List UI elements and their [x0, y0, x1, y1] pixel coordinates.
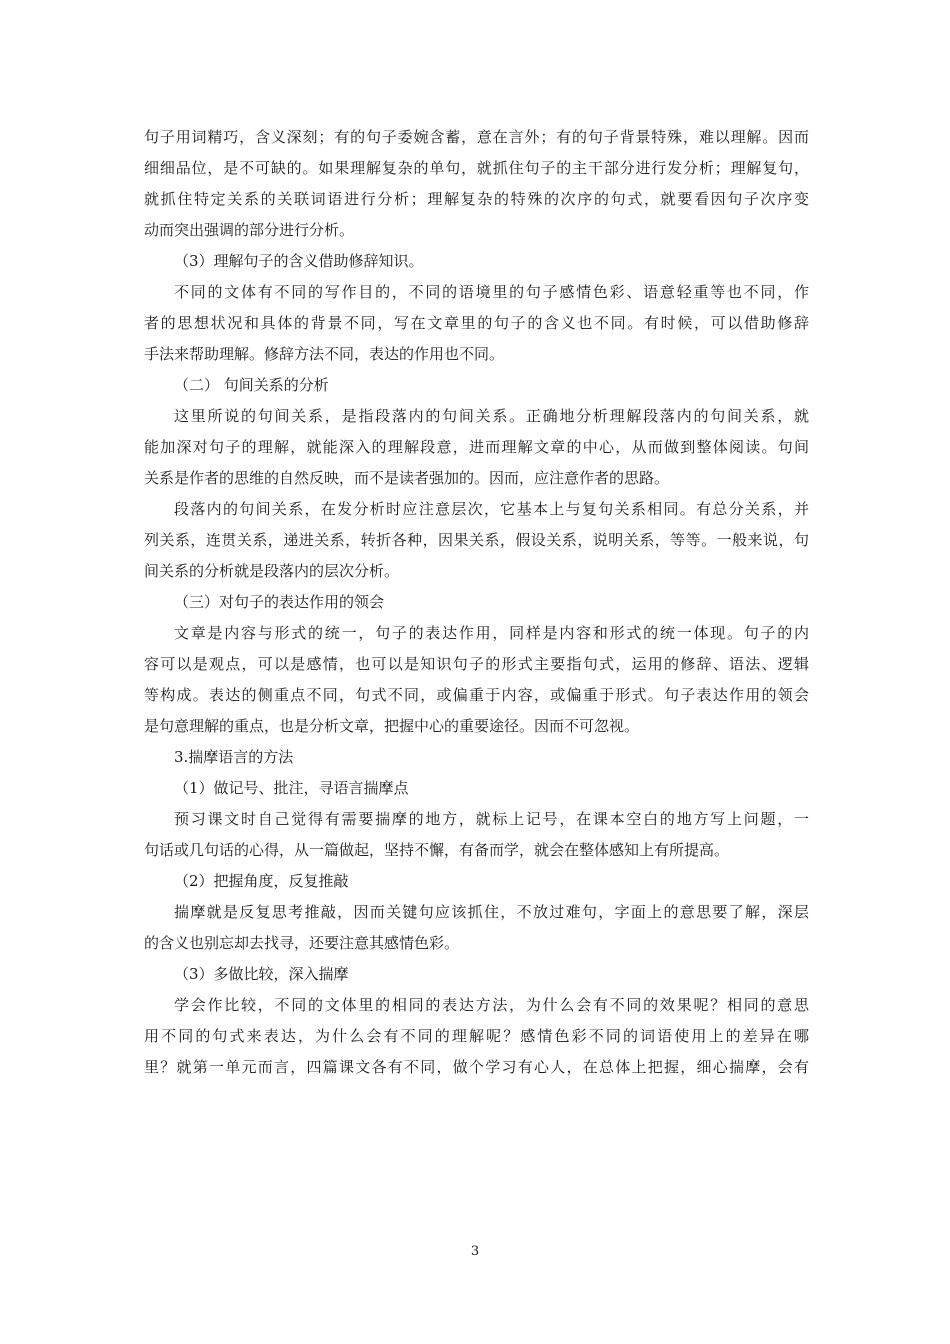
text-line: 段落内的句间关系，在发分析时应注意层次，它基本上与复句关系相同。有总分关系，并 — [174, 500, 809, 518]
text-line: （2）把握角度，反复推敲 — [174, 872, 349, 890]
text-line: 列关系，连贯关系，递进关系，转折各种，因果关系，假设关系，说明关系，等等。一般来说，句 — [144, 531, 809, 549]
section-heading — [144, 742, 809, 773]
text-line: 句子用词精巧，含义深刻；有的句子委婉含蓄，意在言外；有的句子背景特殊，难以理解。因而 — [144, 128, 809, 146]
text-line: 间关系的分析就是段落内的层次分析。 — [144, 562, 400, 580]
text-line: 用不同的句式来表达，为什么会有不同的理解呢？感情色彩不同的词语使用上的差异在哪 — [144, 1027, 809, 1045]
section-heading — [144, 959, 809, 990]
section-heading — [144, 773, 809, 804]
text-line: 容可以是观点，可以是感情，也可以是知识句子的形式主要指句式，运用的修辞、语法、逻辑 — [144, 655, 809, 673]
text-line: （三）对句子的表达作用的领会 — [174, 593, 385, 611]
text-line: 这里所说的句间关系，是指段落内的句间关系。正确地分析理解段落内的句间关系，就 — [174, 407, 809, 425]
text-line: 揣摩就是反复思考推敲，因而关键句应该抓住，不放过难句，字面上的意思要了解，深层 — [174, 903, 809, 921]
text-line: 里？就第一单元而言，四篇课文各有不同，做个学习有心人，在总体上把握，细心揣摩，会有 — [144, 1058, 809, 1076]
text-line: （3）多做比较，深入揣摩 — [174, 965, 349, 983]
text-line: 学会作比较，不同的文体里的相同的表达方法，为什么会有不同的效果呢？相同的意思 — [174, 996, 809, 1014]
text-line: 的含义也别忘却去找寻，还要注意其感情色彩。 — [144, 934, 460, 952]
text-line: （1）做记号、批注，寻语言揣摩点 — [174, 779, 409, 797]
text-line: 就抓住特定关系的关联词语进行分析；理解复杂的特殊的次序的句式，就要看因句子次序变 — [144, 190, 809, 208]
paragraph — [144, 804, 809, 866]
text-line: 等构成。表达的侧重点不同，句式不同，或偏重于内容，或偏重于形式。句子表达作用的领会 — [144, 686, 809, 704]
text-line: 句话或几句话的心得，从一篇做起，坚持不懈，有备而学，就会在整体感知上有所提高。 — [144, 841, 730, 859]
section-heading — [144, 246, 809, 277]
text-line: 动而突出强调的部分进行分析。 — [144, 221, 355, 239]
text-line: 细细品位，是不可缺的。如果理解复杂的单句，就抓住句子的主干部分进行发分析；理解复句， — [144, 159, 809, 177]
paragraph — [144, 494, 809, 587]
text-line: 关系是作者的思维的自然反映，而不是读者强加的。因而，应注意作者的思路。 — [144, 469, 670, 487]
text-line: 预习课文时自己觉得有需要揣摩的地方，就标上记号，在课本空白的地方写上问题，一 — [174, 810, 809, 828]
text-line: （3）理解句子的含义借助修辞知识。 — [174, 252, 424, 270]
section-heading — [144, 866, 809, 897]
text-line: 不同的文体有不同的写作目的，不同的语境里的句子感情色彩、语意轻重等也不同，作 — [174, 283, 809, 301]
text-line: 者的思想状况和具体的背景不同，写在文章里的句子的含义也不同。有时候，可以借助修辞 — [144, 314, 809, 332]
text-line: 文章是内容与形式的统一，句子的表达作用，同样是内容和形式的统一体现。句子的内 — [174, 624, 809, 642]
section-heading — [144, 587, 809, 618]
section-heading — [144, 370, 809, 401]
text-line: 能加深对句子的理解，就能深入的理解段意，进而理解文章的中心，从而做到整体阅读。句间 — [144, 438, 809, 456]
paragraph — [144, 277, 809, 370]
paragraph — [144, 618, 809, 742]
body-text — [144, 122, 809, 1083]
page-number: 3 — [470, 1244, 480, 1259]
paragraph — [144, 401, 809, 494]
paragraph — [144, 122, 809, 246]
text-line: 3.揣摩语言的方法 — [174, 748, 294, 766]
text-line: 是句意理解的重点，也是分析文章，把握中心的重要途径。因而不可忽视。 — [144, 717, 640, 735]
text-line: （二） 句间关系的分析 — [174, 376, 329, 394]
paragraph — [144, 897, 809, 959]
text-line: 手法来帮助理解。修辞方法不同，表达的作用也不同。 — [144, 345, 505, 363]
paragraph — [144, 990, 809, 1083]
